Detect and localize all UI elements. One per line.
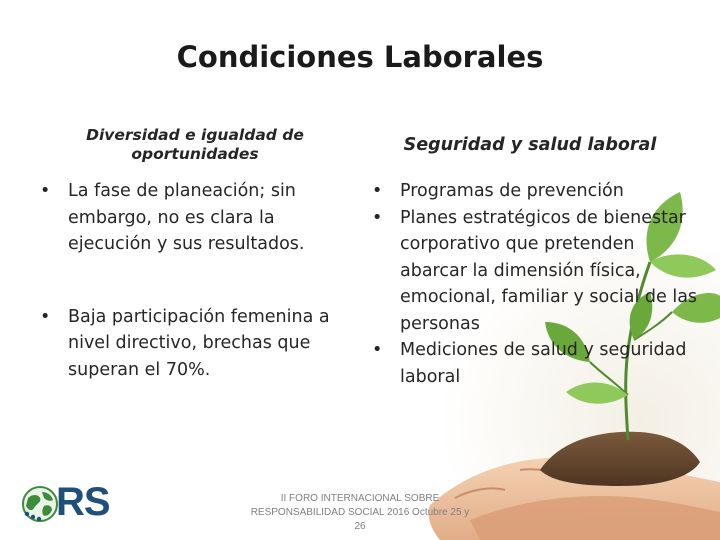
- footer-text: II FORO INTERNACIONAL SOBRE RESPONSABILIDAD SOCIAL 2016 Octubre 25 y 26: [250, 493, 470, 532]
- list-item: [368, 337, 698, 390]
- right-bullet-list: [368, 178, 698, 390]
- list-item: [368, 205, 698, 338]
- right-column-heading: Seguridad y salud laboral: [403, 135, 657, 155]
- bullet-text: Mediciones de salud y seguridad laboral: [400, 340, 687, 387]
- rs-logo: [14, 478, 114, 530]
- left-column-heading: Diversidad e igualdad de oportunidades: [86, 126, 304, 163]
- bullet-icon: •: [372, 181, 383, 201]
- bullet-icon: •: [372, 340, 383, 360]
- bullet-icon: •: [372, 207, 383, 228]
- list-item: [368, 178, 698, 205]
- logo-text: RS: [56, 480, 110, 524]
- list-item: [36, 178, 356, 258]
- bullet-text: La fase de planeación; sin embargo, no es clara la ejecución y sus resultados.: [68, 181, 305, 254]
- bullet-text: Programas de prevención: [400, 181, 624, 201]
- bullet-text: Baja participación femenina a nivel directivo, brechas que superan el 70%.: [68, 306, 330, 380]
- list-item: [36, 304, 356, 384]
- bullet-icon: •: [40, 181, 51, 201]
- bullet-icon: •: [40, 306, 51, 327]
- left-bullet-list: [36, 178, 356, 383]
- bullet-text: Planes estratégicos de bienestar corporativo que pretenden abarcar la dimensión física, emocional, familiar y social de las personas: [400, 207, 698, 334]
- slide-title: Condiciones Laborales: [176, 40, 544, 74]
- globe-icon: [20, 484, 60, 524]
